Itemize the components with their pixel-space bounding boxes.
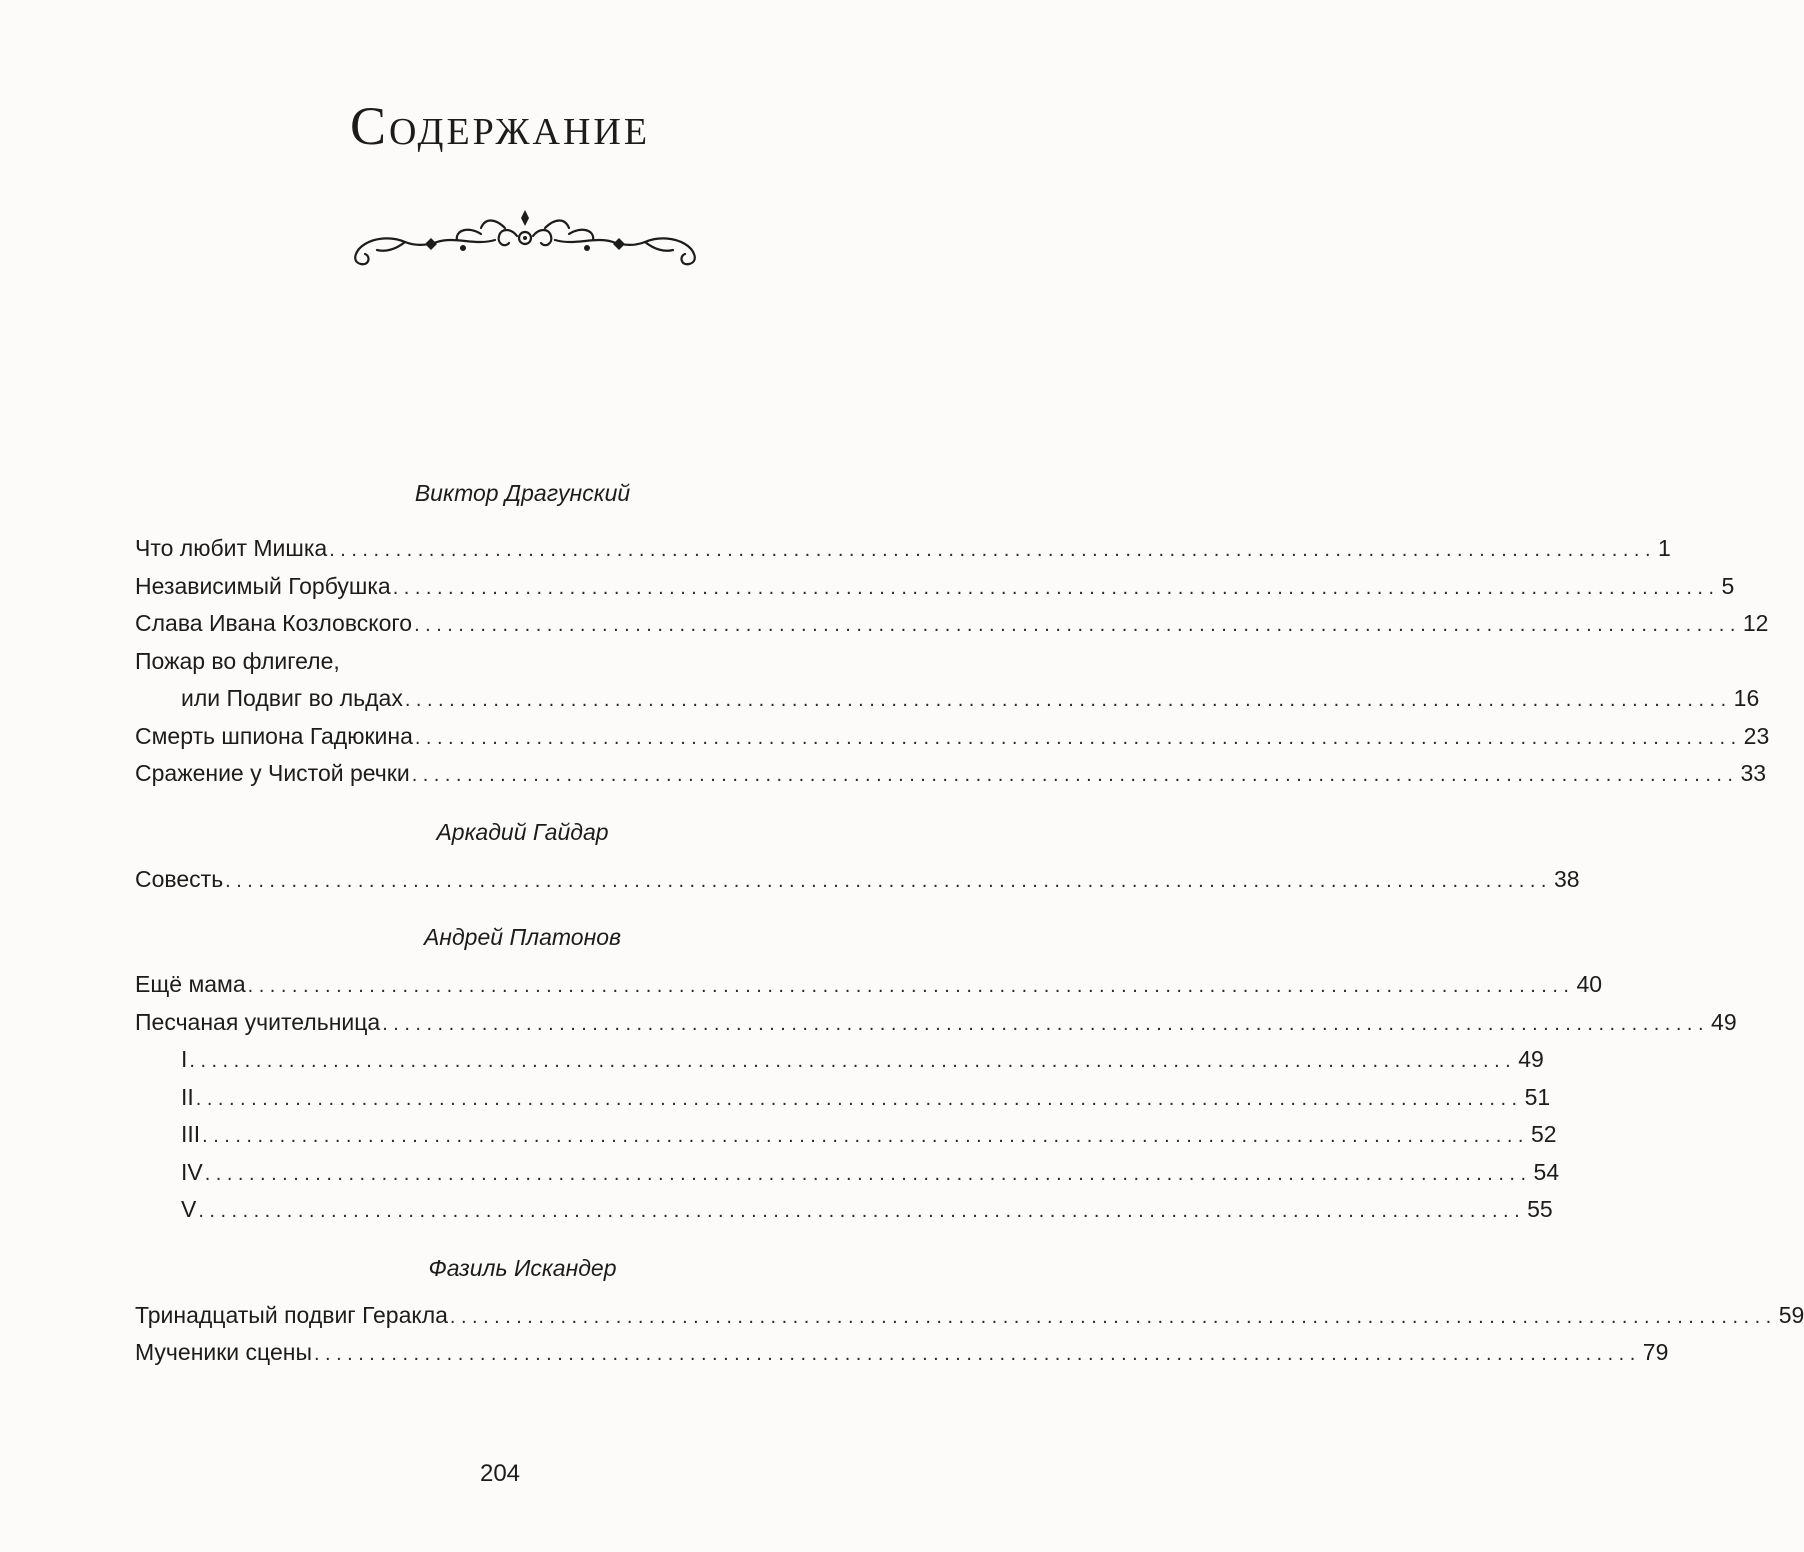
toc-entry[interactable] bbox=[135, 1004, 1737, 1042]
entry-title: IV bbox=[181, 1158, 203, 1185]
section-author: Андрей Платонов bbox=[423, 924, 622, 950]
toc-entry[interactable] bbox=[135, 1334, 1669, 1372]
entry-title: Смерть шпиона Гадюкина bbox=[135, 722, 413, 749]
entry-page: 55 bbox=[1527, 1196, 1553, 1222]
toc-entry-first-line[interactable] bbox=[135, 643, 910, 681]
toc-entry[interactable] bbox=[135, 530, 1671, 568]
toc-entry[interactable] bbox=[135, 755, 1767, 793]
leader-dots: ........................................................................................................................ bbox=[414, 726, 1742, 749]
entry-page: 12 bbox=[1742, 610, 1769, 636]
entry-page: 52 bbox=[1530, 1121, 1557, 1147]
entry-title-continued: или Подвиг во льдах bbox=[181, 685, 403, 711]
entry-page: 5 bbox=[1721, 572, 1735, 599]
toc-entry[interactable] bbox=[135, 718, 1770, 756]
entry-page: 40 bbox=[1576, 971, 1603, 997]
entry-title: Песчаная учительница bbox=[135, 1008, 381, 1035]
entry-title: Сражение у Чистой речки bbox=[135, 760, 410, 786]
entry-page: 1 bbox=[1658, 535, 1671, 561]
entry-title: Слава Ивана Козловского bbox=[135, 610, 413, 636]
leader-dots: ........................................................................................................................ bbox=[329, 539, 1657, 561]
entry-title: Ещё мама bbox=[135, 971, 246, 997]
toc-entry[interactable] bbox=[135, 605, 1769, 643]
leader-dots: ........................................................................................................................ bbox=[449, 1305, 1777, 1328]
section-author: Аркадий Гайдар bbox=[436, 818, 609, 845]
toc-entry[interactable] bbox=[135, 1297, 1804, 1335]
leader-dots: ........................................................................................................................ bbox=[225, 869, 1552, 892]
leader-dots: ........................................................................................................................ bbox=[189, 1050, 1517, 1072]
toc-entry-chapter[interactable] bbox=[135, 1041, 1544, 1079]
entry-page: 23 bbox=[1743, 722, 1770, 749]
entry-page: 59 bbox=[1778, 1301, 1804, 1328]
leader-dots: ........................................................................................................................ bbox=[247, 975, 1575, 997]
table-of-contents bbox=[135, 478, 1804, 1372]
entry-title: II bbox=[181, 1083, 194, 1110]
entry-page: 54 bbox=[1533, 1158, 1560, 1185]
section-author: Виктор Драгунский bbox=[414, 480, 631, 506]
entry-title: III bbox=[181, 1121, 201, 1147]
entry-page: 38 bbox=[1553, 865, 1580, 892]
leader-dots: ........................................................................................................................ bbox=[392, 576, 1720, 599]
leader-dots: ........................................................................................................................ bbox=[411, 764, 1739, 786]
toc-entry[interactable] bbox=[135, 861, 1580, 899]
entry-page: 51 bbox=[1524, 1083, 1551, 1110]
toc-entry[interactable] bbox=[135, 680, 1760, 718]
entry-title: Пожар во флигеле, bbox=[135, 647, 340, 674]
leader-dots: ........................................................................................................................ bbox=[204, 1162, 1532, 1185]
entry-page: 16 bbox=[1733, 685, 1760, 711]
toc-entry-chapter[interactable] bbox=[135, 1116, 1557, 1154]
toc-entry-chapter[interactable] bbox=[135, 1154, 1560, 1192]
decorative-flourish-icon bbox=[345, 206, 705, 270]
entry-page: 79 bbox=[1642, 1339, 1669, 1365]
page-number: 204 bbox=[479, 1460, 521, 1487]
leader-dots: ........................................................................................................................ bbox=[414, 614, 1741, 636]
entry-title: Независимый Горбушка bbox=[135, 572, 391, 599]
section-author: Фазиль Искандер bbox=[428, 1254, 617, 1281]
entry-page: 49 bbox=[1518, 1046, 1544, 1072]
entry-title: Мученики сцены bbox=[135, 1339, 312, 1365]
leader-dots: ........................................................................................................................ bbox=[313, 1343, 1641, 1365]
entry-title: I bbox=[181, 1046, 188, 1072]
entry-title: V bbox=[181, 1196, 197, 1222]
entry-page: 49 bbox=[1711, 1008, 1737, 1035]
leader-dots: ........................................................................................................................ bbox=[404, 689, 1732, 711]
entry-title: Что любит Мишка bbox=[135, 535, 328, 561]
toc-entry[interactable] bbox=[135, 568, 1735, 606]
leader-dots: ........................................................................................................................ bbox=[382, 1012, 1710, 1035]
toc-entry-chapter[interactable] bbox=[135, 1079, 1551, 1117]
entry-page: 33 bbox=[1740, 760, 1767, 786]
toc-entry[interactable] bbox=[135, 966, 1603, 1004]
toc-entry-chapter[interactable] bbox=[135, 1191, 1553, 1229]
entry-title: Тринадцатый подвиг Геракла bbox=[135, 1301, 448, 1328]
page-title: Содержание bbox=[349, 96, 651, 156]
leader-dots: ........................................................................................................................ bbox=[198, 1200, 1526, 1222]
leader-dots: ........................................................................................................................ bbox=[202, 1125, 1529, 1147]
leader-dots: ........................................................................................................................ bbox=[195, 1087, 1523, 1110]
entry-title: Совесть bbox=[135, 865, 224, 892]
